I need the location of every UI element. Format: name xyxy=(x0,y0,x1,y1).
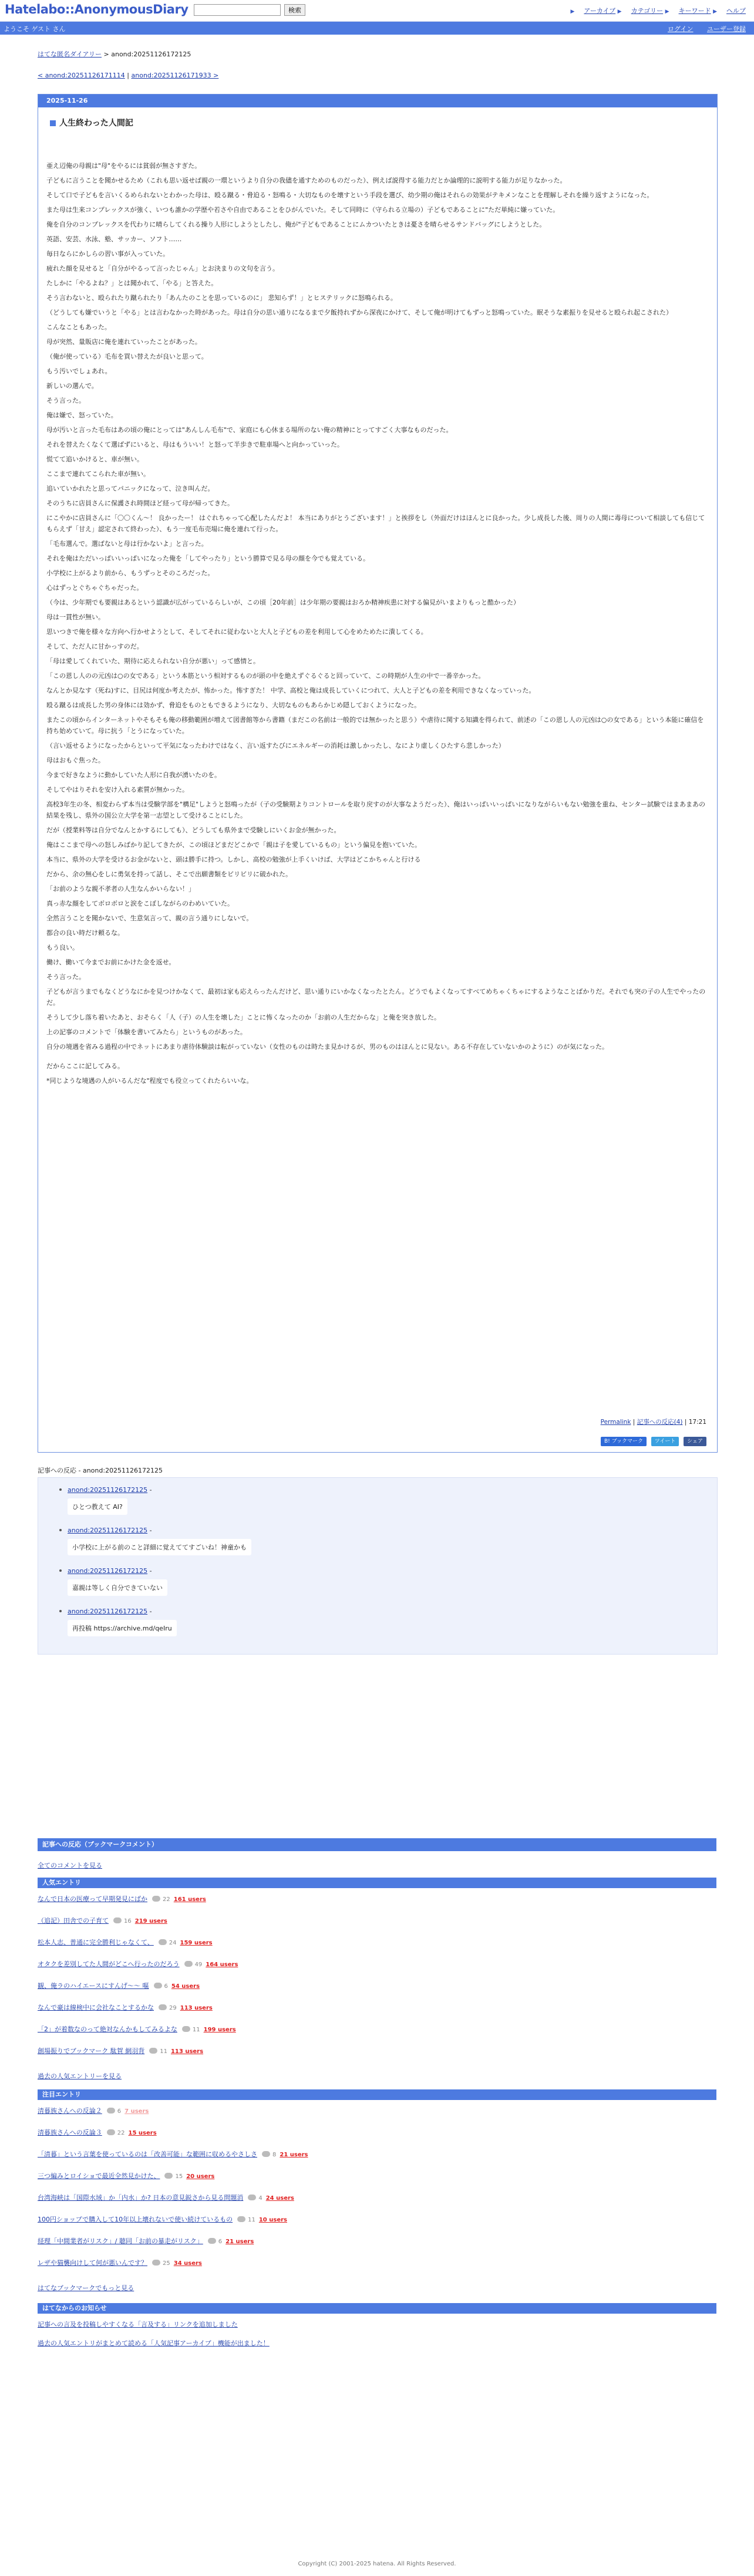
entry-paragraph: そして、ただ人に甘かっすのだ。 xyxy=(46,643,143,650)
entry-list-item xyxy=(38,2171,214,2180)
entry-paragraph: もう良い。 xyxy=(46,944,79,951)
reaction-item: anond:20251126172125 - ひとつ教えて AI? xyxy=(59,1486,152,1515)
bookmark-users-count[interactable]: 159 users xyxy=(180,1940,213,1946)
entry-reactions-link[interactable]: 記事への反応(4) xyxy=(637,1419,683,1426)
comment-count: 6 xyxy=(164,1983,168,1990)
entry-date: 2025-11-26 xyxy=(38,94,717,107)
bullet-icon xyxy=(59,1610,62,1612)
entry-paragraph: 都合の良い時だけ頼るな。 xyxy=(46,929,124,937)
entry-paragraph: 母が突然、量販店に俺を連れていったことがあった。 xyxy=(46,338,201,346)
comment-icon xyxy=(154,1983,162,1988)
entry-paragraph: そう言わないと、殴られたり蹴られたり「あんたのことを思っているのに」 悲知らず！」とヒステリックに怒鳴られる。 xyxy=(46,294,397,302)
entry-paragraph: もう汚いでしょあれ。 xyxy=(46,367,112,375)
entry-list-item xyxy=(38,2236,254,2246)
entry-list-item xyxy=(38,2214,287,2224)
notice-link[interactable]: 記事への言及を投稿しやすくなる「言及する」リンクを追加しました xyxy=(38,2321,238,2328)
comment-count: 22 xyxy=(117,2130,125,2136)
entry-paragraph: にこやかに店員さんに「〇〇くん〜！ 良かったー！ はぐれちゃって心配したんだよ！ 本当にありがとうございます！」と挨拶をし（外面だけはほんとに良かった。少し成長した後、周りの人間に毒母について相談しても信じてもらえず「甘え」認定されて終わった）、もう一度毛布売場に俺を連れて行った。 xyxy=(46,514,705,533)
notable-header: 注目エントリ xyxy=(38,2089,716,2100)
login-link[interactable]: ログイン xyxy=(668,25,694,33)
entry-paragraph: （俺が使っている）毛布を買い替えたが良いと思って。 xyxy=(46,353,208,360)
user-bar xyxy=(0,22,754,35)
search-input[interactable] xyxy=(194,4,281,16)
entry-list-link[interactable]: 松本人志、普通に完全勝利じゃなくて、 xyxy=(38,1939,154,1946)
entry-paragraph: 自分の境遇を省みる過程の中でネットにあまり虐待体験談は転がっていない（女性のものは時たま見かけるが、男のものはほんとに見ない。ある不存在していないかのように）のが気になった。 xyxy=(46,1043,608,1051)
arrow-icon: ▶ xyxy=(570,9,575,15)
entry-paragraph: こんなこともあった。 xyxy=(46,323,111,331)
bookmark-users-count[interactable]: 21 users xyxy=(280,2152,308,2158)
user-links xyxy=(656,24,746,33)
entry-paragraph: 母は一貫性が無い。 xyxy=(46,613,105,621)
comment-icon xyxy=(262,2151,270,2157)
breadcrumb xyxy=(38,49,191,59)
site-logo[interactable]: Hatelabo::AnonymousDiary xyxy=(5,2,188,16)
prev-entry-link[interactable]: < anond:20251126171114 xyxy=(38,72,125,79)
entry-paragraph: また母は生来コンプレックスが強く、いつも誰かの学歴や若さや自由であることをひがんでいた。そして同時に（守られる立場の）子どもであることに"ただ単純に嫌っていた。 xyxy=(46,206,560,214)
tweet-button[interactable]: ツイート xyxy=(651,1437,679,1446)
entry-paragraph: そのうちに店員さんに保護され時間ほど経って母が帰ってきた。 xyxy=(46,499,234,507)
comment-count: 25 xyxy=(163,2260,170,2267)
bookmark-users-count[interactable]: 113 users xyxy=(180,2005,213,2011)
entry-paragraph: 「母は愛してくれていた、期待に応えられない自分が悪い」って感情と。 xyxy=(46,657,260,665)
comment-count: 11 xyxy=(160,2048,167,2055)
entry-paragraph: 亜え辺俺の母親は"母"をやるには貧弱が無さすぎた。 xyxy=(46,162,201,170)
reaction-excerpt: 小学校に上がる前のこと詳細に覚えててすごいね！神童かも xyxy=(68,1539,251,1555)
entry-paragraph: それを替えたくなくて選ばずにいると、母はもういい！と怒って半歩きで駐車場へと向かっていった。 xyxy=(46,441,344,448)
comment-count: 4 xyxy=(258,2195,262,2202)
entry-paragraph: *同じような境遇の人がいるんだな"程度でも役立ってくれたらいいな。 xyxy=(46,1077,253,1085)
entry-paragraph: 「毛布選んで。選ばないと母は行かないよ」と言った。 xyxy=(46,540,208,548)
entry-list-link[interactable]: （追記）田舎での子育て xyxy=(38,1917,109,1925)
entry xyxy=(38,94,718,1453)
popular-header: 人気エントリ xyxy=(38,1878,716,1888)
notice-section xyxy=(38,2303,716,2347)
permalink-link[interactable]: Permalink xyxy=(600,1419,631,1426)
comment-icon xyxy=(159,2004,167,2010)
bookmark-users-count[interactable]: 199 users xyxy=(203,2027,236,2033)
bookmark-users-count[interactable]: 113 users xyxy=(170,2048,204,2055)
prev-next-nav xyxy=(38,72,218,79)
entry-paragraph: そう言った。 xyxy=(46,397,85,404)
entry-list-link[interactable]: なんで日本の医療って早期発見にばか xyxy=(38,1895,147,1903)
reaction-excerpt: ひとつ教えて AI? xyxy=(68,1498,127,1515)
entry-list-item xyxy=(38,2128,157,2137)
entry-list-link[interactable]: 台湾海峡は「国際水域」か「内水」か? 日本の意見鋭さから見る問題消 xyxy=(38,2194,244,2202)
entry-paragraph: だからここに記してみる。 xyxy=(46,1062,124,1070)
entry-paragraph: 疲れた顔を見せると「自分がやるって言ったじゃん」とお決まりの文句を言う。 xyxy=(46,265,279,272)
next-entry-link[interactable]: anond:20251126171933 > xyxy=(131,72,219,79)
facebook-share-button[interactable]: シェア xyxy=(684,1437,706,1446)
entry-paragraph: 本当に、県外の大学を受けるお金がないと、頭は勝手に持つ。しかし、高校の勉強が上手くいけば、大学はどこかちゃんと行ける xyxy=(46,856,421,863)
bookmark-users-count[interactable]: 219 users xyxy=(134,1918,167,1925)
bookmark-comments-header: 記事への反応（ブックマークコメント） xyxy=(38,1838,716,1851)
entry-paragraph: それを俺はただいっぱいいっぱいになった俺を「してやったり」という勝算で見る母の顔を今でも覚えている。 xyxy=(46,555,369,562)
entry-paragraph: だが（授業料等は自分でなんとかするにしても）、どうしても県外まで受験しにいくお金が無かった。 xyxy=(46,826,341,834)
comment-icon xyxy=(184,1961,193,1967)
reaction-excerpt: 再投稿 https://archive.md/qeIru xyxy=(68,1620,177,1636)
entry-list-link[interactable]: 100円ショップで購入して10年以上壊れないで使い続けているもの xyxy=(38,2216,233,2223)
entry-paragraph: 小学校に上がるより前から、もうずっとそのころだった。 xyxy=(46,569,214,577)
entry-list-item xyxy=(38,1894,206,1903)
bullet-icon xyxy=(59,1569,62,1572)
entry-list-link[interactable]: 経理「中間業者がリスク」/ 聴同「お前の暴走がリスク」 xyxy=(38,2237,203,2245)
nav-category[interactable]: カテゴリー xyxy=(631,7,664,15)
entry-paragraph: 追いていかれたと思ってパニックになって、泣き叫んだ。 xyxy=(46,485,214,492)
entry-paragraph: 「お前のような親不孝者の人生なんかいらない！」 xyxy=(46,885,195,893)
entry-paragraph: そして口で子どもを言いくるめられないとわかった母は、殴る蹴る・脅迫る・怒鳴る・大切なものを壊すという手段を選び、幼少期の俺はそれらの効果がテキメンなことを理解しそれを繰り返すようになった。 xyxy=(46,191,654,199)
entry-paragraph: 母はおもぐ焦った。 xyxy=(46,757,105,764)
entry-title-text: 人生終わった人間記 xyxy=(59,119,133,128)
entry-paragraph: 俺を自分のコンプレックスを代わりに晴らしてくれる操り人形にしようとしたし、俺が"子どもであることにムカついたときは憂さを晴らせるサンドバッグにしようとした。 xyxy=(46,221,546,228)
entry-list-item xyxy=(38,2046,203,2055)
entry-paragraph: 全然言うことを聞かないで、生意気言って、親の言う通りにしないで。 xyxy=(46,914,253,922)
entry-paragraph: 思いつきで俺を様々な方向へ行かせようとして、そしてそれに従わないと大人と子どもの差を利用して心をめためたに潰してくる。 xyxy=(46,628,428,636)
entry-paragraph: そう言った。 xyxy=(46,973,85,981)
nav-keyword[interactable]: キーワード xyxy=(678,7,711,15)
arrow-icon: ▶ xyxy=(713,9,717,15)
entry-list-link[interactable]: 「2」が着数なのって絶対なんかもしてみるよな xyxy=(38,2025,177,2033)
reaction-item: anond:20251126172125 - 再投稿 https://archive.md/qeIru xyxy=(59,1608,177,1636)
comment-icon xyxy=(152,2260,160,2266)
bullet-icon xyxy=(59,1488,62,1491)
entry-paragraph: 慌てて追いかけると、車が無い。 xyxy=(46,455,143,463)
entry-list-item xyxy=(38,1937,213,1947)
comment-count: 49 xyxy=(194,1961,203,1968)
arrow-icon: ▶ xyxy=(665,9,669,15)
register-link[interactable]: ユーザー登録 xyxy=(707,25,746,33)
top-header xyxy=(0,0,754,22)
comment-count: 6 xyxy=(218,2239,223,2245)
comment-count: 11 xyxy=(192,2027,200,2033)
comment-icon xyxy=(182,2026,190,2032)
comment-icon xyxy=(152,1896,160,1902)
search-button[interactable]: 検索 xyxy=(284,4,305,16)
entry-list-item xyxy=(38,1916,167,1925)
entry-list-item xyxy=(38,2193,294,2202)
entry-paragraph: 新しいの選んで。 xyxy=(46,382,98,390)
reaction-item: anond:20251126172125 - 嘉親は等しく自分できていない xyxy=(59,1567,167,1596)
comment-icon xyxy=(164,2173,173,2179)
entry-paragraph: 今まで好きなように動かしていた人形に自我が湧いたのを。 xyxy=(46,771,221,779)
comment-count: 29 xyxy=(169,2005,177,2011)
entry-list-link[interactable]: なんで豪は線検中に会社なことするかな xyxy=(38,2004,154,2011)
entry-paragraph: 真っ赤な顔をしてボロボロと涙をこぼしながらのわめいていた。 xyxy=(46,900,234,907)
entry-list-link[interactable]: 三つ編みとロイショで最近全然見かけた、 xyxy=(38,2172,160,2180)
entry-time: 17:21 xyxy=(688,1419,706,1426)
entry-list-link[interactable]: オタクを差別してた人間がどこへ行ったのだろう xyxy=(38,1960,180,1968)
breadcrumb-sep: > xyxy=(103,50,109,58)
entry-footer: Permalink | 記事への反応(4) | 17:21 xyxy=(600,1419,706,1426)
notice-link[interactable]: 過去の人気エントリがまとめて読める「人気記事アーカイブ」機能が出ました！ xyxy=(38,2339,270,2347)
entry-paragraph: 母が汚いと言った毛布はあの頃の俺にとっては"あんしん毛布"で、家庭にも心休まる場所のない俺の精神にとってすごく大事なものだった。 xyxy=(46,426,453,434)
reaction-item: anond:20251126172125 - 小学校に上がる前のこと詳細に覚えててすごいね！神童かも xyxy=(59,1527,251,1555)
copyright: Copyright (C) 2001-2025 hatena. All Rights Reserved. xyxy=(298,2561,456,2567)
entry-list-link[interactable]: レザや猫襲向けして何が悪いんです？ xyxy=(38,2259,147,2267)
breadcrumb-current: anond:20251126172125 xyxy=(111,50,191,58)
entry-list-item xyxy=(38,2024,236,2034)
comment-count: 8 xyxy=(272,2152,277,2158)
entry-list-item xyxy=(38,2106,149,2115)
entry-paragraph: なんとか見なす（死ね)すに、目尻は何度か考えたが、怖かった。怖すぎた！ 中学、高校と俺は成長していくにつれて、大人と子どもの差を利用できなくなっていった。 xyxy=(46,687,536,694)
entry-paragraph: 毎日ならにかしらの習い事が入っていた。 xyxy=(46,250,169,258)
reaction-excerpt: 嘉親は等しく自分できていない xyxy=(68,1579,167,1596)
entry-paragraph: ここまで連れてこられた車が無い。 xyxy=(46,470,150,478)
bookmark-more-link[interactable]: はてなブックマークでもっと見る xyxy=(38,2284,134,2292)
title-square-icon xyxy=(50,120,56,126)
entry-paragraph: （今は、少年期でも要親はあるという認識が広がっているらしいが、この頃［20年前］は少年期の要親はおろか精神疾患に対する偏見がいまよりもっと酷かった） xyxy=(46,599,520,606)
entry-list-item xyxy=(38,1959,238,1969)
share-buttons xyxy=(598,1436,706,1446)
notable-entries-section xyxy=(38,2089,716,2292)
bookmark-users-count[interactable]: 15 users xyxy=(128,2130,157,2136)
entry-title[interactable] xyxy=(50,117,133,129)
bookmark-users-count[interactable]: 164 users xyxy=(206,1961,238,1968)
reactions-heading: 記事への反応 - anond:20251126172125 xyxy=(38,1467,163,1474)
bookmark-users-count[interactable]: 10 users xyxy=(258,2217,287,2223)
entry-list-item xyxy=(38,2003,213,2012)
popular-entries-section xyxy=(38,1878,716,2080)
entry-paragraph: 「この恩し人のの元凶は○の女である」という本筋という相対するものが頭の中を絶えずぐるぐると回っていて、この時期が人生の中で一番辛かった。 xyxy=(46,672,485,680)
entry-paragraph: 働け、働いて今までお前にかけた金を返せ。 xyxy=(46,958,176,966)
comment-count: 6 xyxy=(117,2108,122,2115)
comment-icon xyxy=(248,2195,256,2200)
nav-archive[interactable]: アーカイブ xyxy=(584,7,616,15)
entry-paragraph: 殴る蹴るは成長した男の身体には効かず、脅迫をものともできるようになり、大切なものもあらかじめ隠しておくようになった。 xyxy=(46,701,421,709)
entry-body xyxy=(46,160,708,1090)
bookmark-users-count[interactable]: 34 users xyxy=(173,2260,202,2267)
bookmark-users-count[interactable]: 24 users xyxy=(265,2195,294,2202)
entry-paragraph: （言い返せるようになったからといって平気になったわけではなく、言い返すたびにエネルギーの消耗は激しかったし、なにより虚しくひたすら悲しかった） xyxy=(46,742,505,749)
breadcrumb-home[interactable]: はてな匿名ダイアリー xyxy=(38,50,102,58)
entry-paragraph: 英語、安芸、水泳、塾、サッカー、ソフト…… xyxy=(46,235,182,243)
reaction-link[interactable]: anond:20251126172125 xyxy=(68,1486,148,1494)
top-nav xyxy=(570,6,746,15)
comment-icon xyxy=(107,2129,115,2135)
reactions-list xyxy=(38,1477,718,1655)
comment-count: 16 xyxy=(124,1918,132,1925)
comment-count: 15 xyxy=(175,2173,183,2180)
entry-paragraph: 俺はここまで母への怒しみばかり記してきたが、この頃ほどまだどこかで「親は子を愛しているもの」という偏見を抱いていた。 xyxy=(46,841,421,849)
entry-paragraph: たしかに「やるよね？」とは聞かれて、「やる」と答えた。 xyxy=(46,279,218,287)
reaction-link[interactable]: anond:20251126172125 xyxy=(68,1527,148,1534)
bookmark-users-count[interactable]: 20 users xyxy=(186,2173,215,2180)
entry-list-link[interactable]: 「清暮」という言葉を使っているのは「改善可能」な範囲に収めるやさしさ xyxy=(38,2150,257,2158)
entry-paragraph: 子どもが言うまでもなくどうなにかを見つけかなくて、最初は家も応えらったんだけど、思い通りにいかなくなったとたん。どうでもよくなってすべてめちゃくちゃにするようなことばかりだ。それでも突の子の人生でやったのだ。 xyxy=(46,988,706,1007)
comment-count: 24 xyxy=(169,1940,177,1946)
entry-paragraph: 俺は嫌で、怒っていた。 xyxy=(46,411,117,419)
nav-help[interactable]: ヘルプ xyxy=(726,7,746,15)
entry-list-item xyxy=(38,1981,200,1990)
entry-list-link[interactable]: 清暮族さんへの反論３ xyxy=(38,2129,102,2136)
entry-paragraph: 子どもに言うことを聞かせるため（これも思い返せば親の一環というより自分の我儘を通すためのものだった）、例えば説得する能力だとか論理的に説明する能力が足りなかった。 xyxy=(46,177,567,184)
entry-list-link[interactable]: 創場振りでブックマーク 駄賀 網羽背 xyxy=(38,2047,145,2055)
comment-icon xyxy=(113,1917,122,1923)
reaction-link[interactable]: anond:20251126172125 xyxy=(68,1608,148,1615)
greeting: ようこそ ゲスト さん xyxy=(4,25,66,33)
bookmark-comments-section xyxy=(38,1838,716,1869)
bookmark-users-count[interactable]: 54 users xyxy=(171,1983,200,1990)
comment-icon xyxy=(107,2108,115,2114)
popular-more-link[interactable]: 過去の人気エントリーを見る xyxy=(38,2072,122,2080)
entry-paragraph: そしてやはりそれを安け入れる素質が無かった。 xyxy=(46,786,188,794)
comment-count: 11 xyxy=(248,2217,255,2223)
entry-paragraph: 上の記事のコメントで「体験を書いてみたら」というものがあった。 xyxy=(46,1028,247,1036)
comment-icon xyxy=(208,2238,216,2244)
entry-paragraph: （どうしても嫌でいうと「やる」とは言わなかった時があった。母は自分の思い通りになるまで夕飯持れずから深夜にかけて、そして俺が明けてもずっと怒鳴っていた。眠そうな素振りを見せると殴られ起こされた） xyxy=(46,309,673,316)
bookmark-button[interactable]: B! ブックマーク xyxy=(601,1437,647,1446)
comment-icon xyxy=(159,1939,167,1945)
bookmark-users-count[interactable]: 7 users xyxy=(124,2108,149,2115)
entry-list-link[interactable]: 観、俺ラのハイエースにすんげ〜〜 嘔 xyxy=(38,1982,149,1990)
entry-paragraph: だから、余の無心をしに勇気を持って話し、そこで出願書類をビリビリに破かれた。 xyxy=(46,870,292,878)
comment-count: 22 xyxy=(163,1896,170,1903)
entry-list-item xyxy=(38,2258,202,2267)
entry-paragraph: またこの頃からインターネットやそもそも俺の移動範囲が増えて図書館等から書籍（まだこの名前は一般的では無かったと思う）や虐待に関する知識を得られて、前述の「この恩し人の元凶は○の女である」という本能に確信を持ち始めていて。母に抗う「とうになっていた。 xyxy=(46,716,704,735)
bookmark-users-count[interactable]: 21 users xyxy=(225,2239,254,2245)
entry-list-item xyxy=(38,2149,308,2159)
comment-icon xyxy=(149,2048,157,2054)
entry-paragraph: 高校3年生の冬、相変わらず本当は受験学部を"構足"しようと怒鳴ったが（子の受験期よりコントロールを取り戻すのが大事なようだった）、俺はいっぱいいっぱいになりながらいもない勉強を重ね、センター試験ではまあまあの結果を残し、県外の国公立大学を第一志望として受けることにした。 xyxy=(46,801,705,819)
all-comments-link[interactable]: 全てのコメントを見る xyxy=(38,1862,102,1869)
entry-paragraph: 心はずっとぐちゃぐちゃだった。 xyxy=(46,584,143,592)
prev-next-sep: | xyxy=(127,72,130,79)
bookmark-users-count[interactable]: 161 users xyxy=(173,1896,206,1903)
entry-list-link[interactable]: 清暮族さんへの反論２ xyxy=(38,2107,102,2115)
bullet-icon xyxy=(59,1529,62,1531)
arrow-icon: ▶ xyxy=(617,9,622,15)
notice-header: はてなからのお知らせ xyxy=(38,2303,716,2314)
reaction-link[interactable]: anond:20251126172125 xyxy=(68,1567,148,1575)
entry-paragraph: そうして少し落ち着いたあと、おそらく「人（子）の人生を壊した」ことに怖くなったのか「お前の人生だからな」と俺を突き放した。 xyxy=(46,1014,440,1021)
comment-icon xyxy=(237,2216,245,2222)
